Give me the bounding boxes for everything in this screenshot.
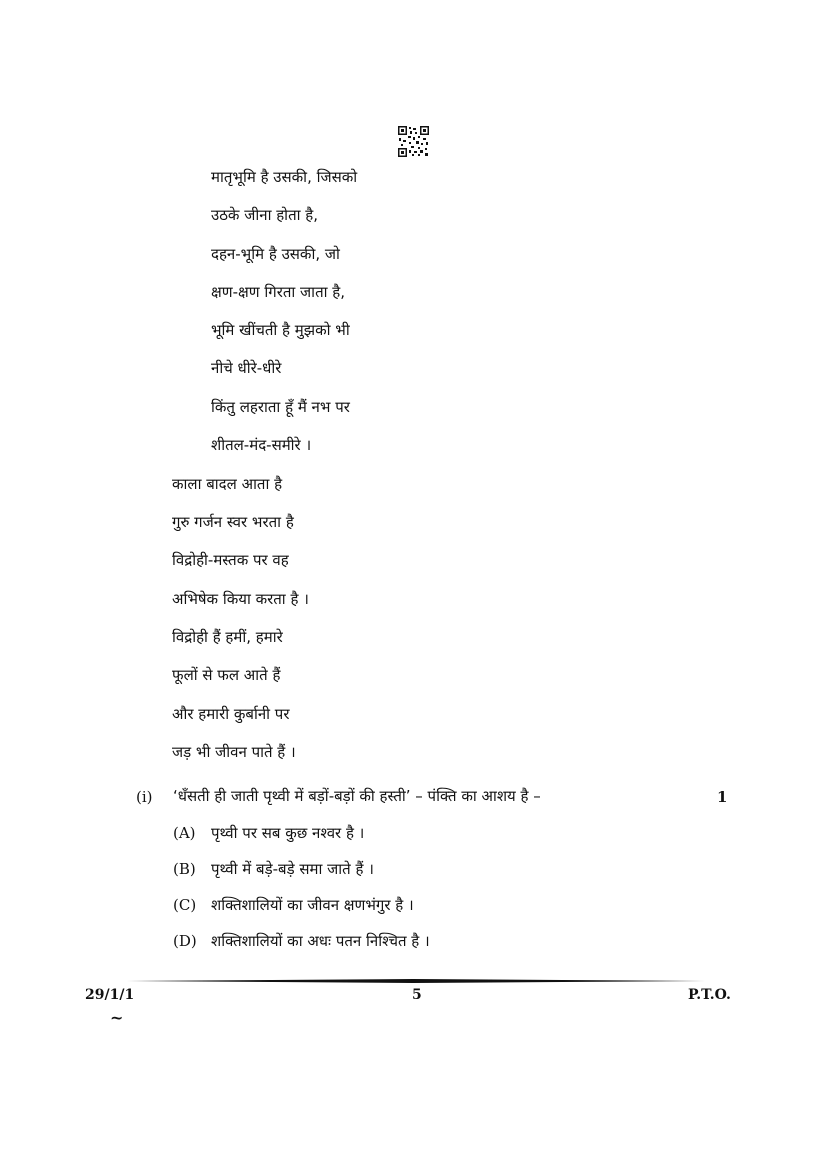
- option-d: [173, 931, 430, 951]
- page-number: 5: [412, 987, 422, 1003]
- option-text: शक्तिशालियों का अधः पतन निश्चित है ।: [211, 932, 430, 950]
- qr-code: [398, 126, 429, 157]
- option-c: [173, 895, 414, 915]
- option-label: (D): [173, 932, 197, 950]
- option-label: (A): [173, 824, 196, 842]
- poem-line: अभिषेक किया करता है ।: [172, 590, 309, 608]
- pto-label: P.T.O.: [688, 987, 731, 1003]
- poem-line: शीतल-मंद-समीरे ।: [211, 436, 312, 454]
- option-label: (B): [173, 860, 196, 878]
- option-b: [173, 859, 374, 879]
- footer-rule: [121, 979, 705, 983]
- poem-line: किंतु लहराता हूँ मैं नभ पर: [211, 398, 350, 416]
- option-text: पृथ्वी पर सब कुछ नश्वर है ।: [211, 824, 365, 842]
- poem-line: और हमारी कुर्बानी पर: [172, 705, 290, 723]
- option-text: शक्तिशालियों का जीवन क्षणभंगुर है ।: [211, 896, 414, 914]
- question-number: (i): [136, 788, 153, 806]
- poem-line: उठके जीना होता है,: [211, 206, 319, 224]
- poem-line: दहन-भूमि है उसकी, जो: [211, 245, 340, 263]
- poem-line: भूमि खींचती है मुझको भी: [211, 321, 350, 339]
- option-a: [173, 823, 364, 843]
- poem-line: काला बादल आता है: [172, 475, 283, 493]
- poem-line: क्षण-क्षण गिरता जाता है,: [211, 283, 346, 301]
- option-label: (C): [173, 896, 197, 914]
- poem-line: विद्रोही हैं हमीं, हमारे: [172, 628, 283, 646]
- footer-mark: ~: [110, 1008, 124, 1027]
- poem-line: नीचे धीरे-धीरे: [211, 359, 282, 377]
- question-text: ‘धँसती ही जाती पृथ्वी में बड़ों-बड़ों की हस्ती’ – पंक्ति का आशय है –: [173, 787, 541, 805]
- poem-line: मातृभूमि है उसकी, जिसको: [211, 168, 358, 186]
- question-marks: 1: [717, 788, 728, 806]
- poem-line: विद्रोही-मस्तक पर वह: [172, 551, 289, 569]
- poem-line: फूलों से फल आते हैं: [172, 666, 281, 684]
- poem-line: गुरु गर्जन स्वर भरता है: [172, 513, 294, 531]
- option-text: पृथ्वी में बड़े-बड़े समा जाते हैं ।: [211, 860, 374, 878]
- poem-line: जड़ भी जीवन पाते हैं ।: [172, 743, 296, 761]
- paper-code: 29/1/1: [85, 987, 135, 1003]
